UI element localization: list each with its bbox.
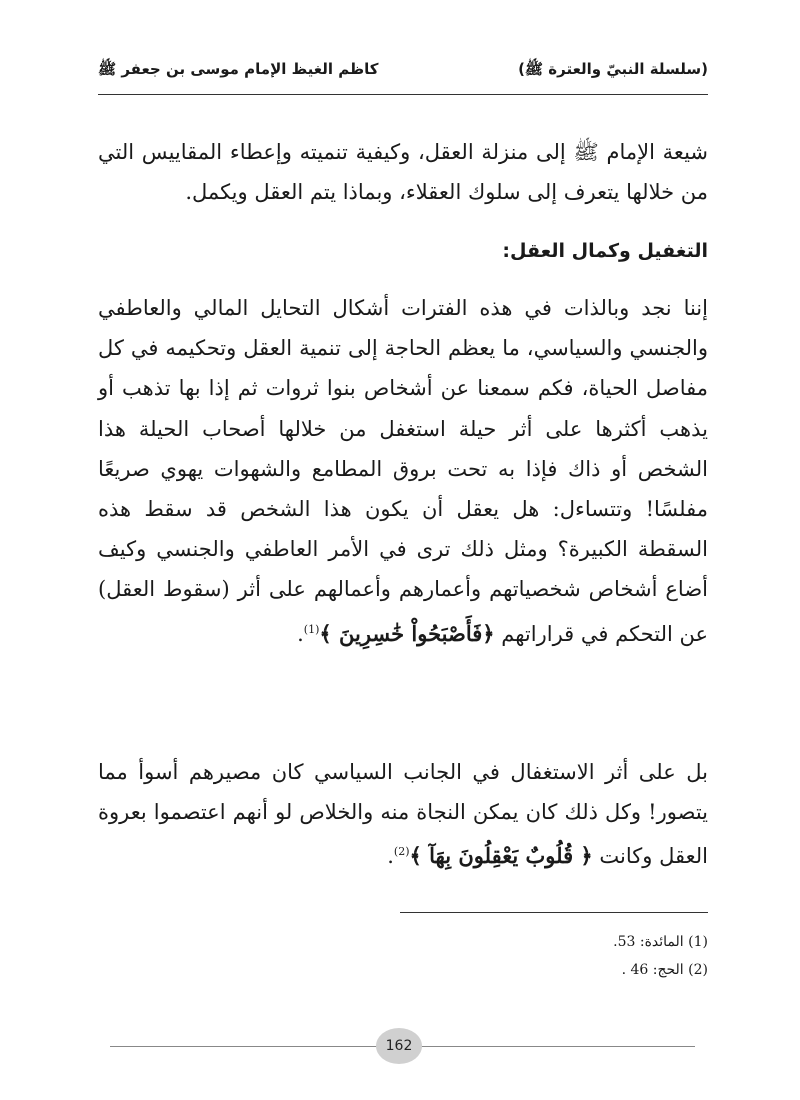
quran-verse: ﴿فَأَصْبَحُواْ خَٰسِرِينَ ﴾ (319, 620, 495, 646)
running-header (98, 56, 708, 86)
footnote-2: (2) الحج: 46 . (621, 962, 708, 978)
quran-verse: ﴿ قُلُوبٌ يَعْقِلُونَ بِهَآ ﴾ (409, 843, 593, 868)
paragraph-closing-end: . (387, 844, 394, 868)
section-heading: التغفيل وكمال العقل: (502, 240, 708, 262)
paragraph-closing-text: بل على أثر الاستغفال في الجانب السياسي كان مصيرهم أسوأ مما يتصور! وكل ذلك كان يمكن النجاة منه والخلاص لو أنهم اعتصموا بعروة العقل وكانت (98, 760, 708, 868)
paragraph-closing (98, 752, 708, 876)
footnote-marker-2: (2) (393, 845, 410, 858)
paragraph-main-text: إننا نجد وبالذات في هذه الفترات أشكال التحايل المالي والعاطفي والجنسي والسياسي، ما يعظم الحاجة إلى تنمية العقل وتحكيمه في كل مفاصل الحياة، فكم سمعنا عن أشخاص بنوا ثروات ثم إذا بها تذهب أو يذهب أكثرها على أثر حيلة استغفل من خلالها أصحاب الحيلة هذا الشخص أو ذاك فإذا به تحت بروق المطامع والشهوات يهوي صريعًا مفلسًا! وتتساءل: هل يعقل أن يكون هذا الشخص قد سقط هذه السقطة الكبيرة؟ ومثل ذلك ترى في الأمر العاطفي والجنسي وكيف أضاع أشخاص شخصياتهم وأعمارهم وأعمالهم على أثر (سقوط العقل) عن التحكم في قراراتهم (98, 296, 708, 646)
footnote-divider (400, 912, 708, 913)
book-title: كاظم الغيظ الإمام موسى بن جعفر ﷺ (98, 60, 379, 78)
page-number: 162 (376, 1028, 422, 1064)
header-divider (98, 94, 708, 95)
paragraph-main (98, 288, 708, 654)
footnotes (400, 928, 708, 984)
footnote-1: (1) المائدة: 53. (613, 934, 708, 950)
paragraph-main-end: . (297, 621, 304, 646)
footnote-marker-1: (1) (303, 622, 320, 636)
paragraph-intro: شيعة الإمام ﷺ إلى منزلة العقل، وكيفية تنميته وإعطاء المقاييس التي من خلالها يتعرف إلى سلوك العقلاء، وبماذا يتم العقل ويكمل. (98, 140, 708, 204)
series-title: (سلسلة النبيّ والعترة ﷺ) (518, 60, 708, 78)
